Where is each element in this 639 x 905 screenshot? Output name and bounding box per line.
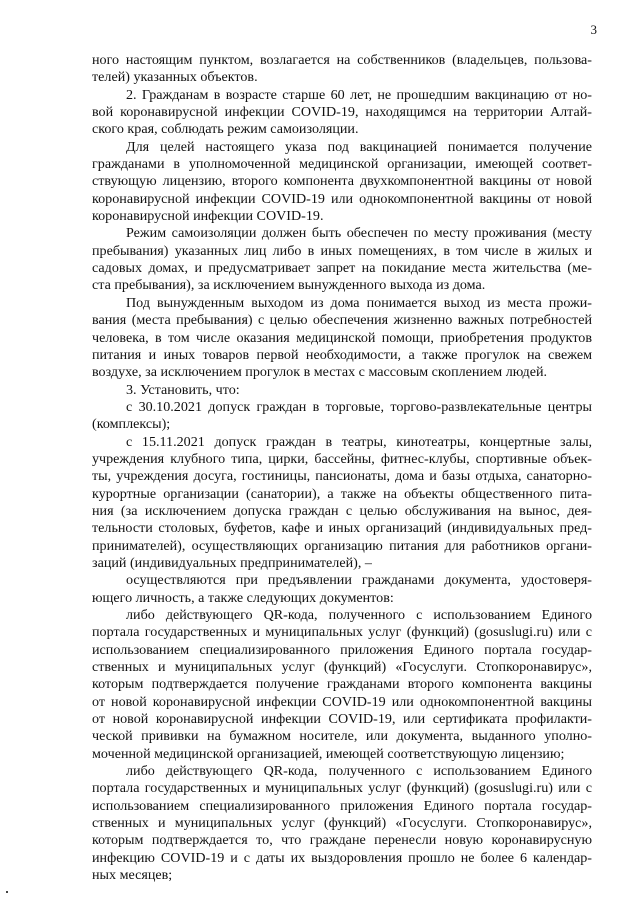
text-line: вания (места пребывания) с целью обеспечения жизненно важных потребностей: [92, 312, 592, 329]
paragraph: [92, 399, 592, 434]
text-line: от новой коронавирусной инфекции COVID-19 или однокомпонентной вакцины: [92, 693, 592, 710]
text-line: коронавирусной инфекции COVID-19 или однокомпонентной вакцины от новой: [92, 190, 592, 207]
text-line: использованием специализированного приложения Единого портала государ-: [92, 797, 592, 814]
text-line: питания и иных товаров первой необходимости, а также прогулок на свежем: [92, 346, 592, 363]
paragraph: [92, 434, 592, 573]
text-line: ных месяцев;: [92, 867, 173, 884]
page-number: 3: [590, 22, 597, 37]
text-line: ствующую лицензию, второго компонента двухкомпонентной вакцины от новой: [92, 173, 592, 190]
paragraph: [92, 572, 592, 607]
text-line: либо действующего QR-кода, полученного с использованием Единого: [126, 607, 592, 623]
text-line: ты, учреждения досуга, гостиницы, пансионаты, дома и базы отдыха, санаторно-: [92, 468, 592, 485]
text-line: Для целей настоящего указа под вакцинацией понимается получение: [126, 138, 592, 155]
text-line: воздухе, за исключением прогулок в местах с массовым скоплением людей.: [92, 364, 548, 381]
paragraph: [92, 763, 592, 884]
text-line: ческой прививки на бумажном носителе, или документа, выданного уполно-: [92, 728, 592, 745]
text-line: ского края, соблюдать режим самоизоляции.: [92, 121, 359, 138]
text-line: Под вынужденным выходом из дома понимается выход из места прожи-: [126, 294, 592, 311]
text-line: инфекцию COVID-19 и с даты их выздоровления прошло не более 6 календар-: [92, 849, 592, 866]
paragraph: [92, 295, 592, 382]
text-line: Режим самоизоляции должен быть обеспечен по месту проживания (месту: [126, 225, 592, 242]
paragraph: 3. Установить, что:: [126, 381, 240, 398]
text-line: ственных и муниципальных услуг (функций) «Госуслуги. Стопкоронавирус»,: [92, 815, 592, 832]
text-line: гражданами в уполномоченной медицинской организации, имеющей соответ-: [92, 156, 592, 173]
text-line: пребывания) указанных лиц либо в иных помещениях, в том числе в жилых и: [92, 242, 592, 259]
text-line: осуществляются при предъявлении гражданами документа, удостоверя-: [126, 572, 592, 589]
text-line: либо действующего QR-кода, полученного с использованием Единого: [126, 763, 592, 780]
text-line: ющего личность, а также следующих документов:: [92, 589, 394, 606]
scan-speck: [6, 891, 8, 893]
text-line: заций (индивидуальных предпринимателей), –: [92, 554, 372, 571]
text-line: телей) указанных объектов.: [92, 69, 258, 86]
paragraph: [92, 607, 592, 763]
text-line: использованием специализированного приложения Единого портала государ-: [92, 641, 592, 658]
text-line: принимателей), осуществляющих организацию питания для работников органи-: [92, 537, 592, 554]
text-line: садовых домах, и предусматривает запрет на покидание места жительства (ме-: [92, 260, 592, 277]
text-line: человека, в том числе оказания медицинской помощи, приобретения продуктов: [92, 329, 592, 346]
text-line: тельности столовых, буфетов, кафе и иных организаций (индивидуальных пред-: [92, 520, 592, 537]
paragraph: [92, 52, 592, 87]
text-line: ственных и муниципальных услуг (функций) «Госуслуги. Стопкоронавирус»,: [92, 659, 592, 676]
text-line: моченной медицинской организацией, имеющей соответствующую лицензию;: [92, 745, 565, 762]
paragraph: [92, 225, 592, 294]
text-line: с 15.11.2021 допуск граждан в театры, кинотеатры, концертные залы,: [126, 433, 592, 450]
text-line: ного настоящим пунктом, возлагается на собственников (владельцев, пользова-: [92, 52, 592, 68]
text-line: которым подтверждается получение гражданами второго компонента вакцины: [92, 676, 592, 693]
text-line: вой коронавирусной инфекции COVID-19, находящимся на территории Алтай-: [92, 104, 592, 121]
text-line: портала государственных и муниципальных услуг (функций) (gosuslugi.ru) или с: [92, 780, 592, 797]
text-line: ния (за исключением допуска граждан с целью обслуживания на вынос, дея-: [92, 502, 592, 519]
text-line: курортные организации (санатории), а также на объекты общественного пита-: [92, 485, 592, 502]
text-line: с 30.10.2021 допуск граждан в торговые, торгово-развлекательные центры: [126, 398, 592, 415]
text-line: (комплексы);: [92, 416, 171, 433]
text-line: ста пребывания), за исключением вынужденного выхода из дома.: [92, 277, 486, 294]
paragraph: [92, 139, 592, 226]
text-line: коронавирусной инфекции COVID-19.: [92, 208, 324, 225]
text-line: которым подтверждается то, что граждане перенесли новую коронавирусную: [92, 832, 592, 849]
text-line: 2. Гражданам в возрасте старше 60 лет, не прошедшим вакцинацию от но-: [126, 86, 592, 103]
text-line: от новой коронавирусной инфекции COVID-19, или сертификата профилакти-: [92, 711, 592, 728]
text-line: учреждения клубного типа, цирки, бассейны, фитнес-клубы, спортивные объек-: [92, 450, 592, 467]
text-line: портала государственных и муниципальных услуг (функций) (gosuslugi.ru) или с: [92, 624, 592, 641]
document-body: [92, 52, 592, 885]
paragraph: [92, 87, 592, 139]
